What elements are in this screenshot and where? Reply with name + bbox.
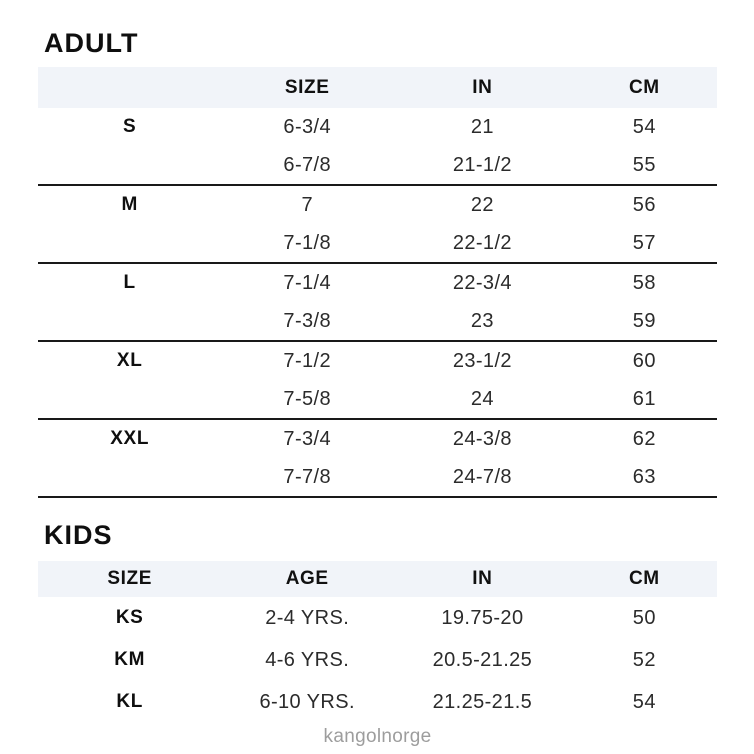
- table-row: [38, 681, 717, 723]
- size-group-label: S: [123, 116, 137, 137]
- cell-age: 4-6 YRS.: [265, 648, 350, 671]
- size-group-label: L: [123, 272, 136, 293]
- cell-in: 23: [470, 309, 494, 332]
- col-header-age: AGE: [285, 568, 329, 589]
- cell-cm: 52: [632, 648, 656, 671]
- table-row: [38, 639, 717, 681]
- cell-cm: 54: [632, 115, 656, 138]
- size-group-label: XXL: [110, 428, 150, 449]
- col-header-in: IN: [472, 76, 493, 98]
- table-row: [38, 420, 717, 458]
- cell-cm: 62: [632, 427, 656, 450]
- size-group-label: M: [121, 194, 138, 215]
- cell-cm: 54: [632, 690, 656, 713]
- cell-size: 6-3/4: [283, 115, 332, 138]
- cell-in: 21-1/2: [452, 153, 512, 176]
- cell-in: 19.75-20: [441, 606, 524, 629]
- cell-cm: 59: [632, 309, 656, 332]
- cell-in: 21: [470, 115, 494, 138]
- cell-cm: 56: [632, 193, 656, 216]
- table-row: [38, 224, 717, 262]
- adult-size-table: [38, 67, 717, 498]
- cell-in: 24-3/8: [452, 427, 512, 450]
- col-header-size: SIZE: [107, 568, 152, 589]
- cell-kids-size: KS: [115, 607, 144, 628]
- table-row: [38, 342, 717, 380]
- kids-section-title: KIDS: [44, 520, 113, 550]
- table-row: [38, 380, 717, 418]
- col-header-cm: CM: [628, 76, 660, 98]
- cell-in: 24-7/8: [452, 465, 512, 488]
- cell-cm: 50: [632, 606, 656, 629]
- size-group-l: [38, 264, 717, 342]
- cell-cm: 57: [632, 231, 656, 254]
- adult-section-title: ADULT: [44, 28, 139, 58]
- table-row: [38, 108, 717, 146]
- size-group-xl: [38, 342, 717, 420]
- cell-in: 24: [470, 387, 494, 410]
- size-group-xxl: [38, 420, 717, 498]
- table-row: [38, 458, 717, 496]
- cell-cm: 61: [632, 387, 656, 410]
- adult-table-header-row: [38, 67, 717, 108]
- cell-age: 6-10 YRS.: [259, 690, 355, 713]
- cell-age: 2-4 YRS.: [265, 606, 350, 629]
- col-header-cm: CM: [628, 568, 660, 589]
- table-row: [38, 302, 717, 340]
- size-group-m: [38, 186, 717, 264]
- kids-size-table: [38, 561, 717, 723]
- cell-in: 21.25-21.5: [432, 690, 533, 713]
- table-row: [38, 146, 717, 184]
- cell-cm: 60: [632, 349, 656, 372]
- brand-watermark: kangolnorge: [323, 726, 432, 747]
- cell-in: 22-1/2: [452, 231, 512, 254]
- cell-size: 7-3/8: [283, 309, 332, 332]
- cell-size: 7-1/4: [283, 271, 332, 294]
- cell-size: 7-7/8: [283, 465, 332, 488]
- cell-size: 7-1/8: [283, 231, 332, 254]
- size-group-s: [38, 108, 717, 186]
- cell-size: 7: [301, 193, 313, 216]
- table-row: [38, 186, 717, 224]
- cell-size: 7-3/4: [283, 427, 332, 450]
- kids-table-header-row: [38, 561, 717, 597]
- cell-cm: 63: [632, 465, 656, 488]
- cell-size: 6-7/8: [283, 153, 332, 176]
- cell-in: 22: [470, 193, 494, 216]
- cell-in: 20.5-21.25: [432, 648, 533, 671]
- cell-size: 7-1/2: [283, 349, 332, 372]
- cell-in: 22-3/4: [452, 271, 512, 294]
- cell-cm: 58: [632, 271, 656, 294]
- size-group-label: XL: [116, 350, 143, 371]
- cell-kids-size: KL: [116, 691, 143, 712]
- col-header-size: SIZE: [284, 76, 330, 98]
- cell-kids-size: KM: [114, 649, 146, 670]
- col-header-in: IN: [472, 568, 493, 589]
- table-row: [38, 264, 717, 302]
- cell-cm: 55: [632, 153, 656, 176]
- table-row: [38, 597, 717, 639]
- cell-size: 7-5/8: [283, 387, 332, 410]
- cell-in: 23-1/2: [452, 349, 512, 372]
